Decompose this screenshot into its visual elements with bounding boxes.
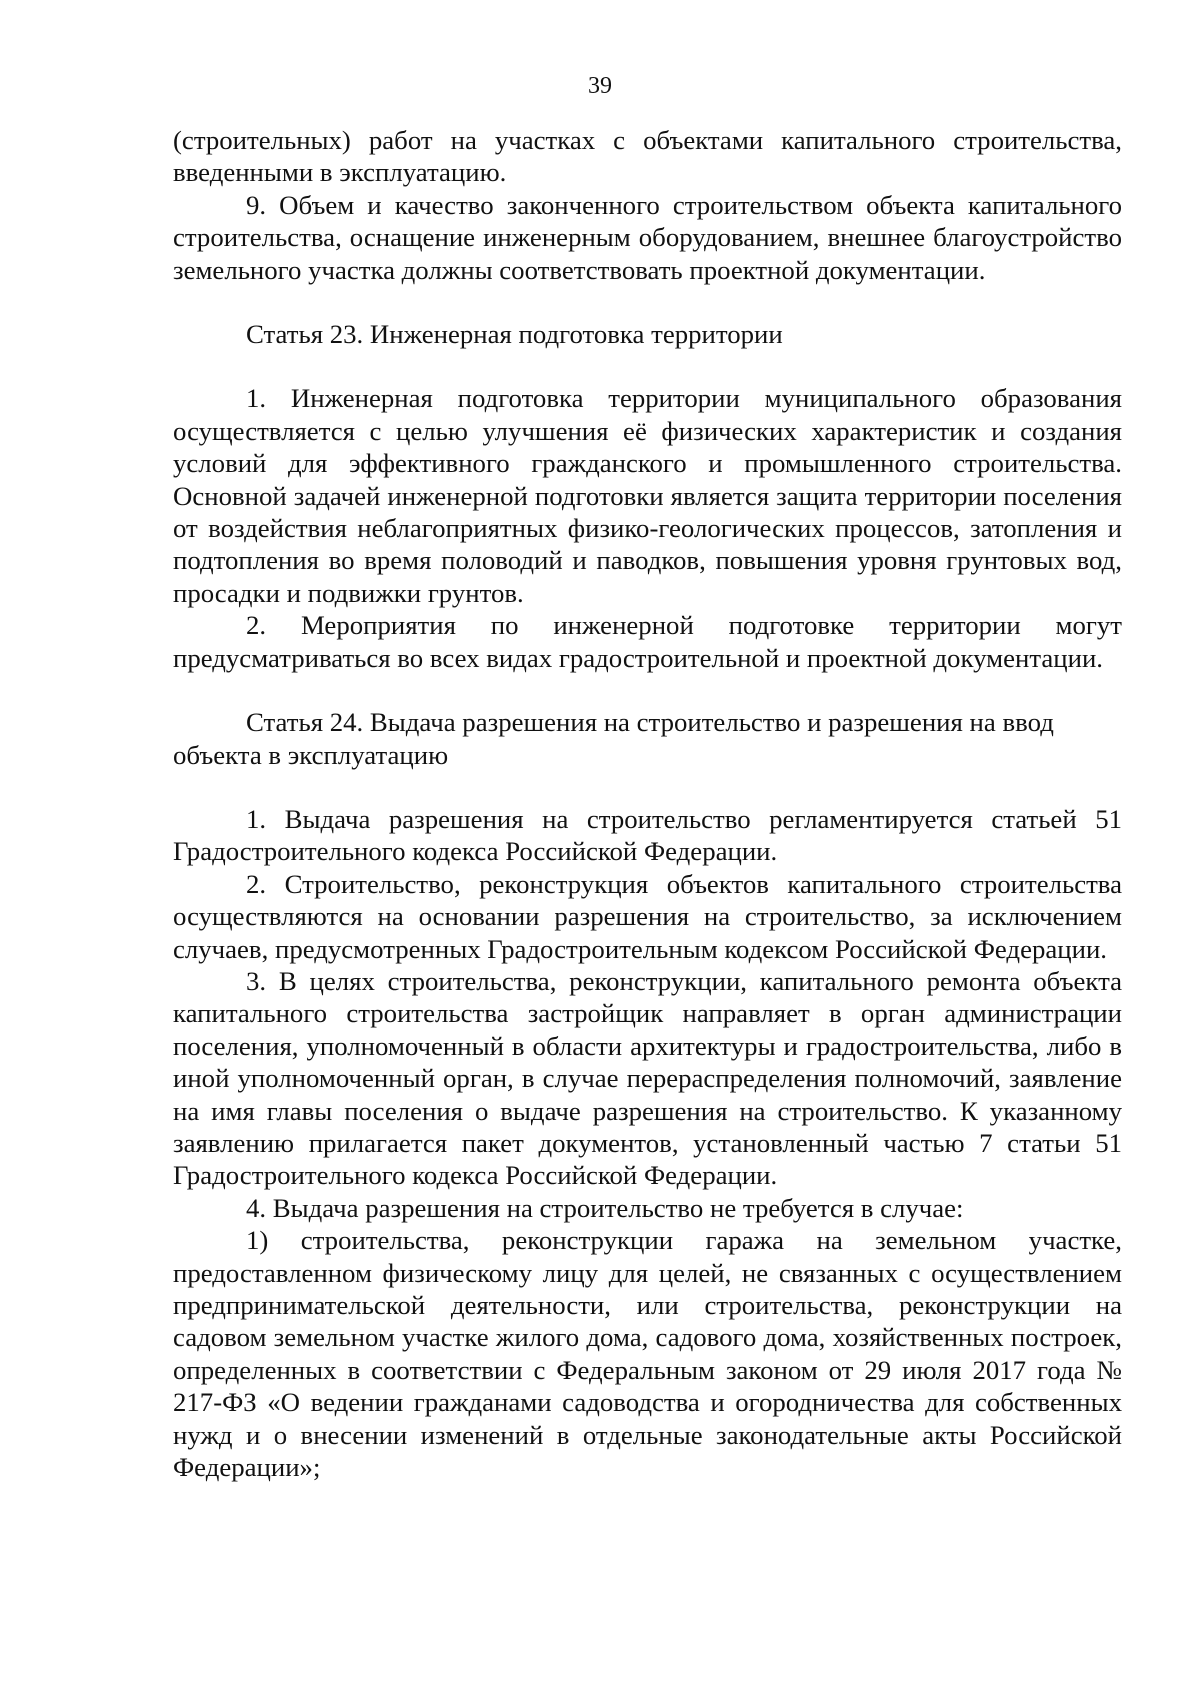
body-paragraph: 1. Выдача разрешения на строительство регламентируется статьей 51 Градостроительного кодекса Российской Федерации. (173, 803, 1122, 867)
paragraph-spacer (173, 350, 1122, 382)
article-heading: Статья 24. Выдача разрешения на строительство и разрешения на ввод объекта в эксплуатацию (173, 707, 1054, 770)
body-paragraph: 2. Строительство, реконструкция объектов капитального строительства осуществляются на основании разрешения на строительство, за исключением случаев, предусмотренных Градостроительным кодексом Российской Федерации. (173, 868, 1122, 964)
body-paragraph: 3. В целях строительства, реконструкции, капитального ремонта объекта капитального строительства застройщик направляет в орган администрации поселения, уполномоченный в области архитектуры и градостроительства, либо в иной уполномоченный орган, в случае перераспределения полномочий, заявление на имя главы поселения о выдаче разрешения на строительство. К указанному заявлению прилагается пакет документов, установленный частью 7 статьи 51 Градостроительного кодекса Российской Федерации. (173, 965, 1122, 1191)
body-paragraph: 2. Мероприятия по инженерной подготовке территории могут предусматриваться во всех видах градостроительной и проектной документации. (173, 610, 1122, 673)
paragraph-spacer (173, 674, 1122, 706)
body-paragraph: 1. Инженерная подготовка территории муниципального образования осуществляется с целью улучшения её физических характеристик и создания условий для эффективного гражданского и промышленного строительства. Основной задачей инженерной подготовки является защита территории поселения от воздействия неблагоприятных физико-геологических процессов, затопления и подтопления во время половодий и паводков, повышения уровня грунтовых вод, просадки и подвижки грунтов. (173, 383, 1122, 608)
body-paragraph: 4. Выдача разрешения на строительство не требуется в случае: (246, 1192, 964, 1223)
body-paragraph: 1) строительства, реконструкции гаража на земельном участке, предоставленном физическому лицу для целей, не связанных с осуществлением предпринимательской деятельности, или строительства, реконструкции на садовом земельном участке жилого дома, садового дома, хозяйственных построек, определенных в соответствии с Федеральным законом от 29 июля 2017 года № 217-ФЗ «О ведении гражданами садоводства и огородничества для собственных нужд и о внесении изменений в отдельные законодательные акты Российской Федерации»; (173, 1225, 1122, 1483)
page-number: 39 (588, 73, 612, 99)
paragraph-spacer (173, 771, 1122, 803)
article-heading: Статья 23. Инженерная подготовка территории (246, 319, 783, 350)
paragraph-spacer (173, 286, 1122, 318)
document-body (173, 124, 1122, 1483)
body-paragraph: 9. Объем и качество законченного строительством объекта капитального строительства, оснащение инженерным оборудованием, внешнее благоустройство земельного участка должны соответствовать проектной документации. (173, 189, 1122, 285)
body-paragraph: (строительных) работ на участках с объектами капитального строительства, введенными в эксплуатацию. (173, 125, 1122, 188)
